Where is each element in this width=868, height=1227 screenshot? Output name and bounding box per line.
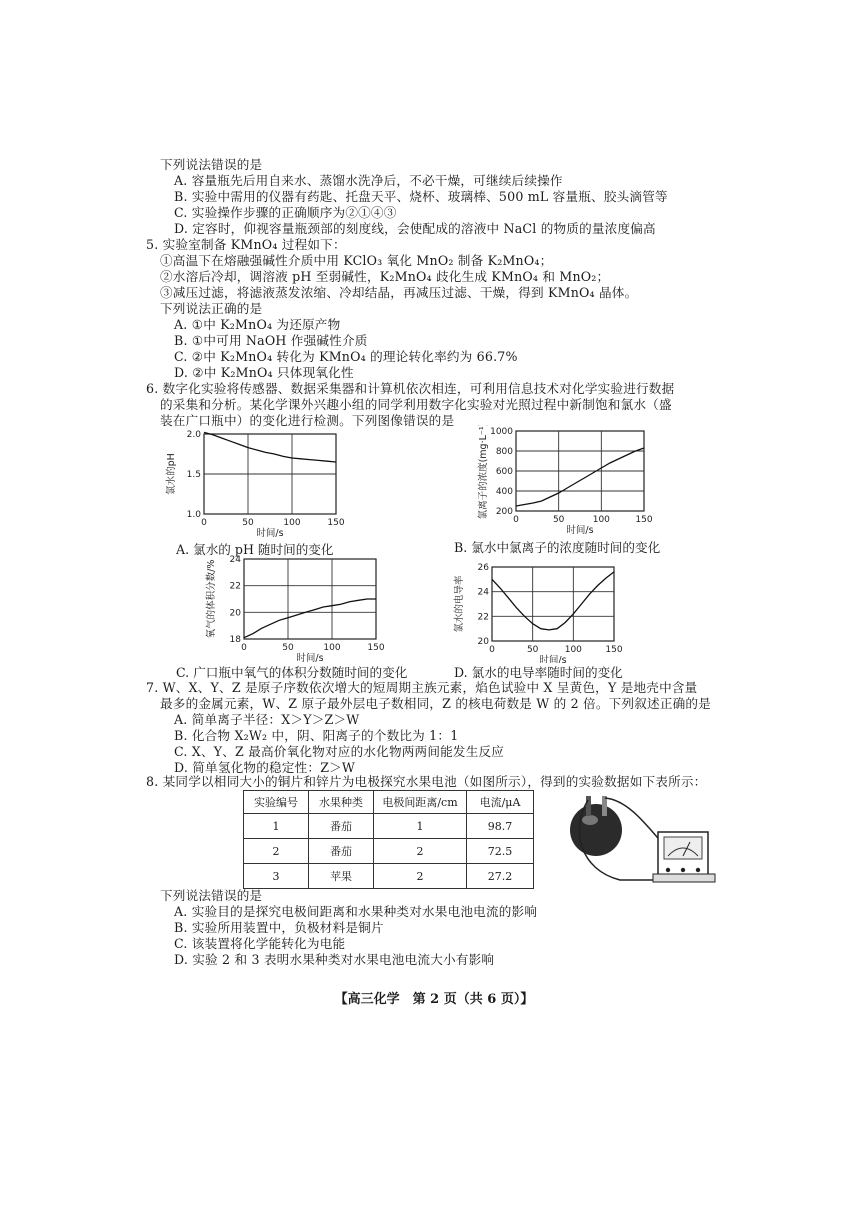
table-row bbox=[244, 864, 534, 889]
x-tick-label: 150 bbox=[605, 645, 623, 655]
table-cell: 98.7 bbox=[467, 814, 534, 839]
option-d: D. 定容时，仰视容量瓶颈部的刻度线，会使配成的溶液中 NaCl 的物质的量浓度偏高 bbox=[174, 221, 656, 236]
option-d: D. 实验 2 和 3 表明水果种类对水果电池电流大小有影响 bbox=[174, 952, 495, 967]
question-6-line: 装在广口瓶中）的变化进行检测。下列图像错误的是 bbox=[160, 413, 455, 428]
series-line bbox=[204, 432, 336, 462]
option-b: B. 化合物 X₂W₂ 中，阴、阳离子的个数比为 1：1 bbox=[174, 728, 459, 743]
table-row bbox=[244, 839, 534, 864]
y-tick-label: 400 bbox=[495, 487, 513, 497]
question-7-title: 7. W、X、Y、Z 是原子序数依次增大的短周期主族元素，焰色试验中 X 呈黄色，Y 是地壳中含量 bbox=[146, 680, 698, 695]
table-header: 实验编号 bbox=[244, 791, 309, 814]
question-6-title: 6. 数字化实验将传感器、数据采集器和计算机依次相连，可利用信息技术对化学实验进行数据 bbox=[146, 381, 675, 396]
y-tick-label: 1.0 bbox=[186, 510, 201, 520]
y-tick-label: 600 bbox=[495, 467, 513, 477]
y-tick-label: 24 bbox=[229, 555, 241, 565]
option-a: A. ①中 K₂MnO₄ 为还原产物 bbox=[174, 317, 341, 332]
x-tick-label: 150 bbox=[367, 643, 385, 653]
option-b: B. ①中可用 NaOH 作强碱性介质 bbox=[174, 333, 368, 348]
y-tick-label: 22 bbox=[229, 581, 241, 592]
chart-c-caption: C. 广口瓶中氧气的体积分数随时间的变化 bbox=[176, 665, 408, 680]
option-b: B. 实验所用装置中，负极材料是铜片 bbox=[174, 920, 384, 935]
y-tick-label: 20 bbox=[477, 637, 489, 647]
question-8-title: 8. 某同学以相同大小的铜片和锌片为电极探究水果电池（如图所示），得到的实验数据如下表所示： bbox=[146, 774, 707, 789]
question-stem-line: 下列说法正确的是 bbox=[160, 301, 263, 316]
fruit-battery-illustration bbox=[560, 790, 730, 890]
y-tick-label: 1000 bbox=[490, 427, 513, 437]
option-d: D. 简单氢化物的稳定性：Z＞W bbox=[174, 760, 356, 775]
y-tick-label: 200 bbox=[495, 507, 513, 517]
experiment-table bbox=[243, 790, 534, 889]
table-header: 电流/μA bbox=[467, 791, 534, 814]
table-cell: 1 bbox=[374, 814, 467, 839]
option-a: A. 简单离子半径：X＞Y＞Z＞W bbox=[174, 712, 360, 727]
table-header: 水果种类 bbox=[309, 791, 374, 814]
option-c: C. 该装置将化学能转化为电能 bbox=[174, 936, 346, 951]
series-line bbox=[492, 572, 614, 630]
table-cell: 27.2 bbox=[467, 864, 534, 889]
zinc-electrode bbox=[602, 796, 607, 816]
option-c: C. ②中 K₂MnO₄ 转化为 KMnO₄ 的理论转化率约为 66.7% bbox=[174, 349, 518, 364]
x-axis-label: 时间/s bbox=[566, 525, 594, 536]
y-axis-label: 氯水的pH bbox=[166, 453, 177, 495]
question-7-line: 最多的金属元素，W、Z 原子最外层电子数相同，Z 的核电荷数是 W 的 2 倍。下列叙述正确的是 bbox=[160, 696, 711, 711]
option-d: D. ②中 K₂MnO₄ 只体现氧化性 bbox=[174, 365, 354, 380]
question-6-line: 的采集和分析。某化学课外兴趣小组的同学利用数字化实验对光照过程中新制饱和氯水（盛 bbox=[160, 397, 672, 412]
x-axis-label: 时间/s bbox=[256, 528, 284, 538]
y-tick-label: 800 bbox=[495, 447, 513, 457]
step-1: ①高温下在熔融强碱性介质中用 KClO₃ 氧化 MnO₂ 制备 K₂MnO₄； bbox=[160, 253, 553, 268]
y-tick-label: 2.0 bbox=[186, 430, 201, 440]
y-axis-label: 氯水的电导率 bbox=[454, 575, 465, 633]
x-tick-label: 50 bbox=[282, 643, 294, 653]
chart-a bbox=[160, 428, 360, 538]
option-a: A. 容量瓶先后用自来水、蒸馏水洗净后，不必干燥，可继续后续操作 bbox=[174, 173, 563, 188]
y-tick-label: 22 bbox=[477, 612, 489, 623]
x-tick-label: 100 bbox=[592, 515, 610, 525]
y-tick-label: 18 bbox=[229, 635, 241, 645]
table-cell: 2 bbox=[244, 839, 309, 864]
chart-a-caption: A. 氯水的 pH 随时间的变化 bbox=[176, 542, 334, 557]
option-a: A. 实验目的是探究电极间距离和水果种类对水果电池电流的影响 bbox=[174, 904, 538, 919]
x-tick-label: 100 bbox=[323, 643, 341, 653]
table-cell: 3 bbox=[244, 864, 309, 889]
x-tick-label: 100 bbox=[564, 645, 582, 655]
x-tick-label: 0 bbox=[201, 518, 207, 528]
x-tick-label: 100 bbox=[283, 518, 301, 528]
step-3: ③减压过滤，将滤液蒸发浓缩、冷却结晶，再减压过滤、干燥，得到 KMnO₄ 晶体。 bbox=[160, 285, 638, 300]
x-tick-label: 0 bbox=[489, 645, 495, 655]
table-cell: 番茄 bbox=[309, 814, 374, 839]
x-tick-label: 0 bbox=[241, 643, 247, 653]
x-tick-label: 0 bbox=[513, 515, 519, 525]
y-tick-label: 1.5 bbox=[186, 470, 201, 480]
copper-electrode bbox=[586, 796, 591, 816]
y-axis-label: 氧气的体积分数/% bbox=[206, 559, 217, 639]
table-cell: 72.5 bbox=[467, 839, 534, 864]
x-tick-label: 50 bbox=[552, 515, 565, 525]
chart-c bbox=[200, 553, 400, 663]
y-axis-label: 氯离子的浓度(mg·L⁻¹) bbox=[478, 425, 489, 520]
x-tick-label: 50 bbox=[526, 645, 539, 655]
table-cell: 2 bbox=[374, 839, 467, 864]
chart-b bbox=[470, 425, 670, 537]
table-row bbox=[244, 814, 534, 839]
series-line bbox=[244, 599, 376, 638]
x-axis-label: 时间/s bbox=[539, 655, 567, 663]
chart-b-caption: B. 氯水中氯离子的浓度随时间的变化 bbox=[454, 540, 661, 555]
x-tick-label: 150 bbox=[327, 518, 345, 528]
chart-d-caption: D. 氯水的电导率随时间的变化 bbox=[454, 665, 623, 680]
option-b: B. 实验中需用的仪器有药匙、托盘天平、烧杯、玻璃棒、500 mL 容量瓶、胶头滴管等 bbox=[174, 189, 668, 204]
table-header-row bbox=[244, 791, 534, 814]
x-axis-label: 时间/s bbox=[296, 653, 324, 663]
question-5-title: 5. 实验室制备 KMnO₄ 过程如下： bbox=[146, 237, 346, 252]
table-cell: 1 bbox=[244, 814, 309, 839]
step-2: ②水溶后冷却，调溶液 pH 至弱碱性，K₂MnO₄ 歧化生成 KMnO₄ 和 MnO₂； bbox=[160, 269, 610, 284]
table-cell: 苹果 bbox=[309, 864, 374, 889]
option-c: C. 实验操作步骤的正确顺序为②①④③ bbox=[174, 205, 397, 220]
question-stem-line: 下列说法错误的是 bbox=[160, 888, 263, 903]
chart-d bbox=[450, 563, 640, 663]
table-header: 电极间距离/cm bbox=[374, 791, 467, 814]
fruit-icon bbox=[570, 804, 622, 856]
option-c: C. X、Y、Z 最高价氧化物对应的水化物两两间能发生反应 bbox=[174, 744, 505, 759]
page-footer: 【高三化学 第 2 页（共 6 页）】 bbox=[334, 992, 534, 1007]
x-tick-label: 150 bbox=[635, 515, 653, 525]
table-cell: 番茄 bbox=[309, 839, 374, 864]
y-tick-label: 26 bbox=[477, 563, 489, 573]
series-line bbox=[516, 448, 644, 506]
table-cell: 2 bbox=[374, 864, 467, 889]
x-tick-label: 50 bbox=[242, 518, 254, 528]
question-stem-line: 下列说法错误的是 bbox=[160, 157, 263, 172]
ammeter-icon bbox=[653, 832, 715, 882]
y-tick-label: 24 bbox=[477, 587, 489, 598]
y-tick-label: 20 bbox=[229, 608, 241, 619]
